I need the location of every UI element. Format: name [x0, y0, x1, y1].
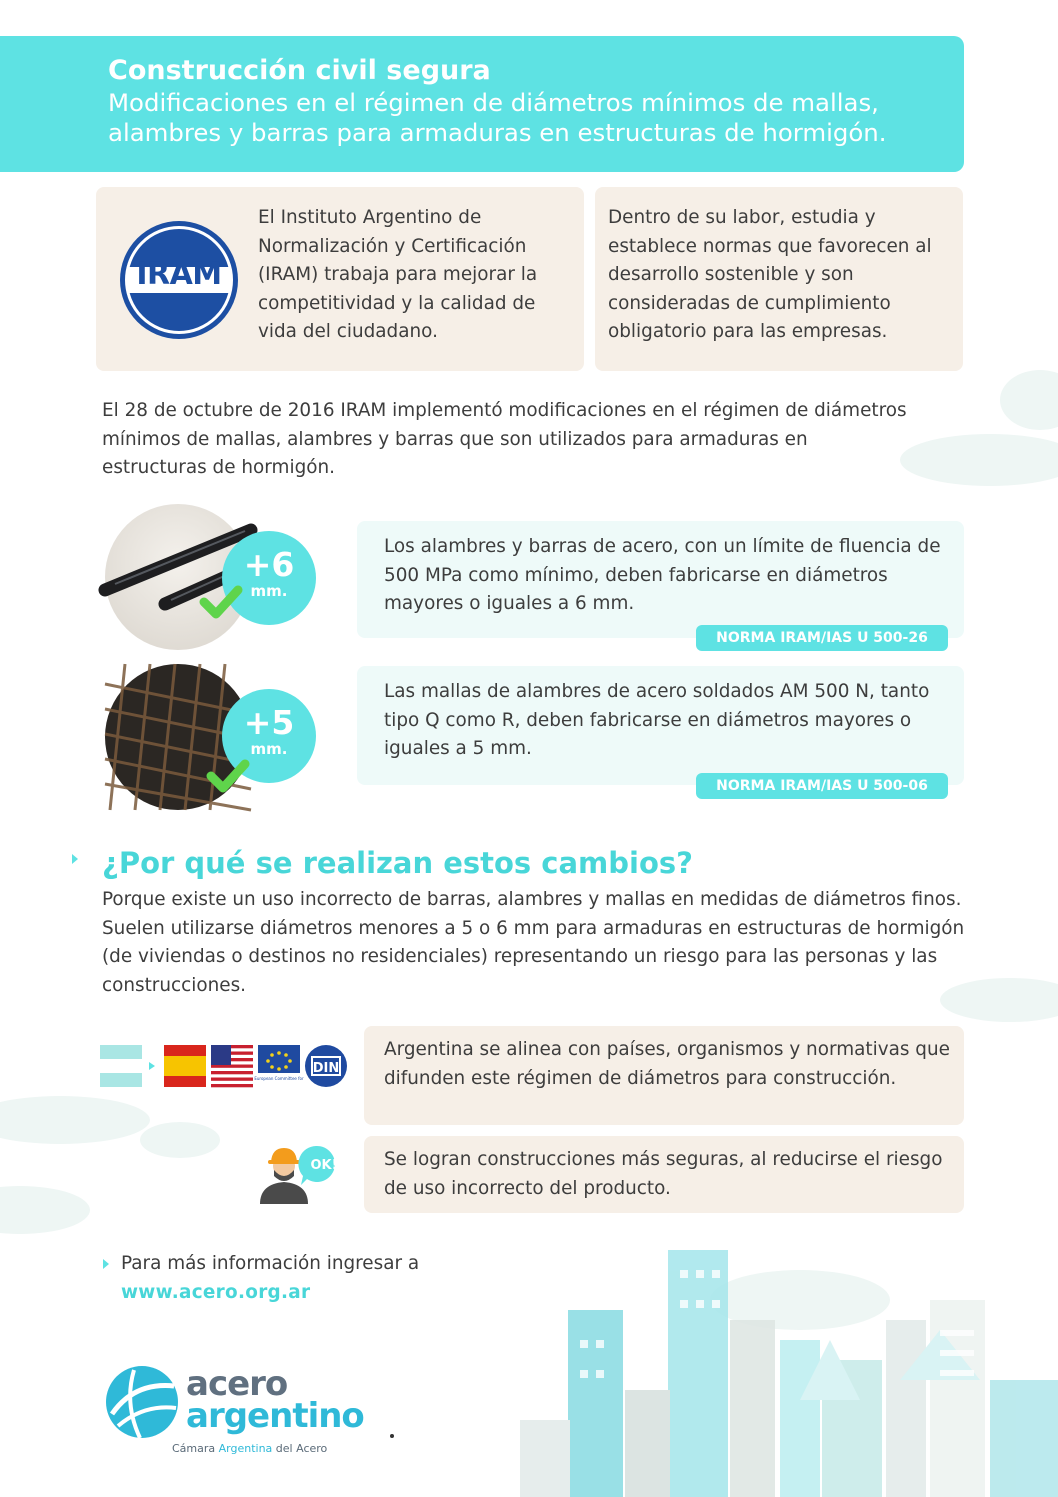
- badge-number: +5: [243, 703, 295, 742]
- argentina-flag-icon: [100, 1045, 142, 1087]
- logo-tagline: [172, 1442, 327, 1455]
- logo-word-argentino: argentino: [186, 1396, 364, 1436]
- norma-badge-u500-26: NORMA IRAM/IAS U 500-26: [696, 625, 948, 651]
- iram-info-card: [96, 187, 584, 371]
- ok-speech-text: OK!: [310, 1158, 338, 1173]
- din-label: DIN: [312, 1061, 340, 1076]
- norma-badge-u500-06: NORMA IRAM/IAS U 500-06: [696, 773, 948, 799]
- regulation-paragraph: El 28 de octubre de 2016 IRAM implementó modificaciones en el régimen de diámetros mínimos de mallas, alambres y barras que son utilizados para armaduras en estructuras de hormigón.: [102, 400, 907, 478]
- website-link[interactable]: www.acero.org.ar: [121, 1282, 311, 1303]
- tagline-pre: Cámara: [172, 1442, 219, 1455]
- benefit-alignment-text: Argentina se alinea con países, organismos y normativas que difunden este régimen de diámetros para construcción.: [384, 1039, 950, 1089]
- spec-mesh-text: Las mallas de alambres de acero soldados AM 500 N, tanto tipo Q como R, deben fabricarse en diámetros mayores o iguales a 5 mm.: [384, 681, 930, 759]
- iram-labor-description: Dentro de su labor, estudia y establece normas que favorecen al desarrollo sostenible y son consideradas de cumplimiento obligatorio para las empresas.: [608, 207, 932, 342]
- logo-word-acero: acero: [186, 1364, 288, 1404]
- benefit-card-alignment: [364, 1026, 964, 1125]
- benefit-card-safety: [364, 1136, 964, 1213]
- european-committee-icon: [254, 1045, 304, 1087]
- page-subtitle-line-1: Modificaciones en el régimen de diámetros mínimos de mallas,: [108, 88, 879, 117]
- check-icon: [200, 584, 242, 620]
- badge-number: +6: [243, 545, 295, 584]
- header-banner: [0, 36, 964, 172]
- tagline-highlight: Argentina: [218, 1442, 273, 1455]
- page-title: Construcción civil segura: [108, 55, 491, 86]
- iram-description: El Instituto Argentino de Normalización y Certificación (IRAM) trabaja para mejorar la competitividad y la calidad de vida del ciudadano.: [258, 207, 538, 342]
- section-why-text: Porque existe un uso incorrecto de barras, alambres y mallas en medidas de diámetros finos. Suelen utilizarse diámetros menores a 5 o 6 mm para armaduras en estructuras de hormigón (de viviendas o destinos no residenciales) representando un riesgo para las personas y las construcciones.: [102, 889, 965, 996]
- badge-unit: mm.: [250, 740, 288, 758]
- bullet-arrow-icon: [103, 1259, 109, 1269]
- din-logo-icon: [305, 1045, 347, 1087]
- section-title-why: ¿Por qué se realizan estos cambios?: [102, 846, 693, 880]
- check-icon: [207, 758, 249, 794]
- bullet-arrow-icon: [72, 854, 78, 864]
- iram-labor-card: [595, 187, 963, 371]
- usa-flag-icon: [211, 1045, 253, 1087]
- iram-logo: [120, 221, 238, 339]
- worker-ok-icon: [256, 1142, 348, 1206]
- benefit-safety-text: Se logran construcciones más seguras, al reducirse el riesgo de uso incorrecto del producto.: [384, 1149, 943, 1199]
- badge-unit: mm.: [250, 582, 288, 600]
- eu-label: European Committee for: [254, 1076, 304, 1081]
- tagline-post: del Acero: [272, 1442, 328, 1455]
- spec-bars-text: Los alambres y barras de acero, con un límite de fluencia de 500 MPa como mínimo, deben fabricarse en diámetros mayores o iguales a 6 mm.: [384, 536, 941, 614]
- spec-card-mesh: [357, 666, 964, 785]
- acero-argentino-logo: [104, 1362, 364, 1462]
- more-info-label: Para más información ingresar a: [121, 1253, 420, 1274]
- decorative-dot: [390, 1434, 394, 1438]
- globe-logo-icon: [104, 1364, 180, 1440]
- spec-card-bars: [357, 521, 964, 638]
- page-subtitle-line-2: alambres y barras para armaduras en estructuras de hormigón.: [108, 118, 887, 147]
- iram-logo-text: IRAM: [136, 257, 222, 292]
- arrow-right-icon: [149, 1062, 155, 1070]
- spain-flag-icon: [164, 1045, 206, 1087]
